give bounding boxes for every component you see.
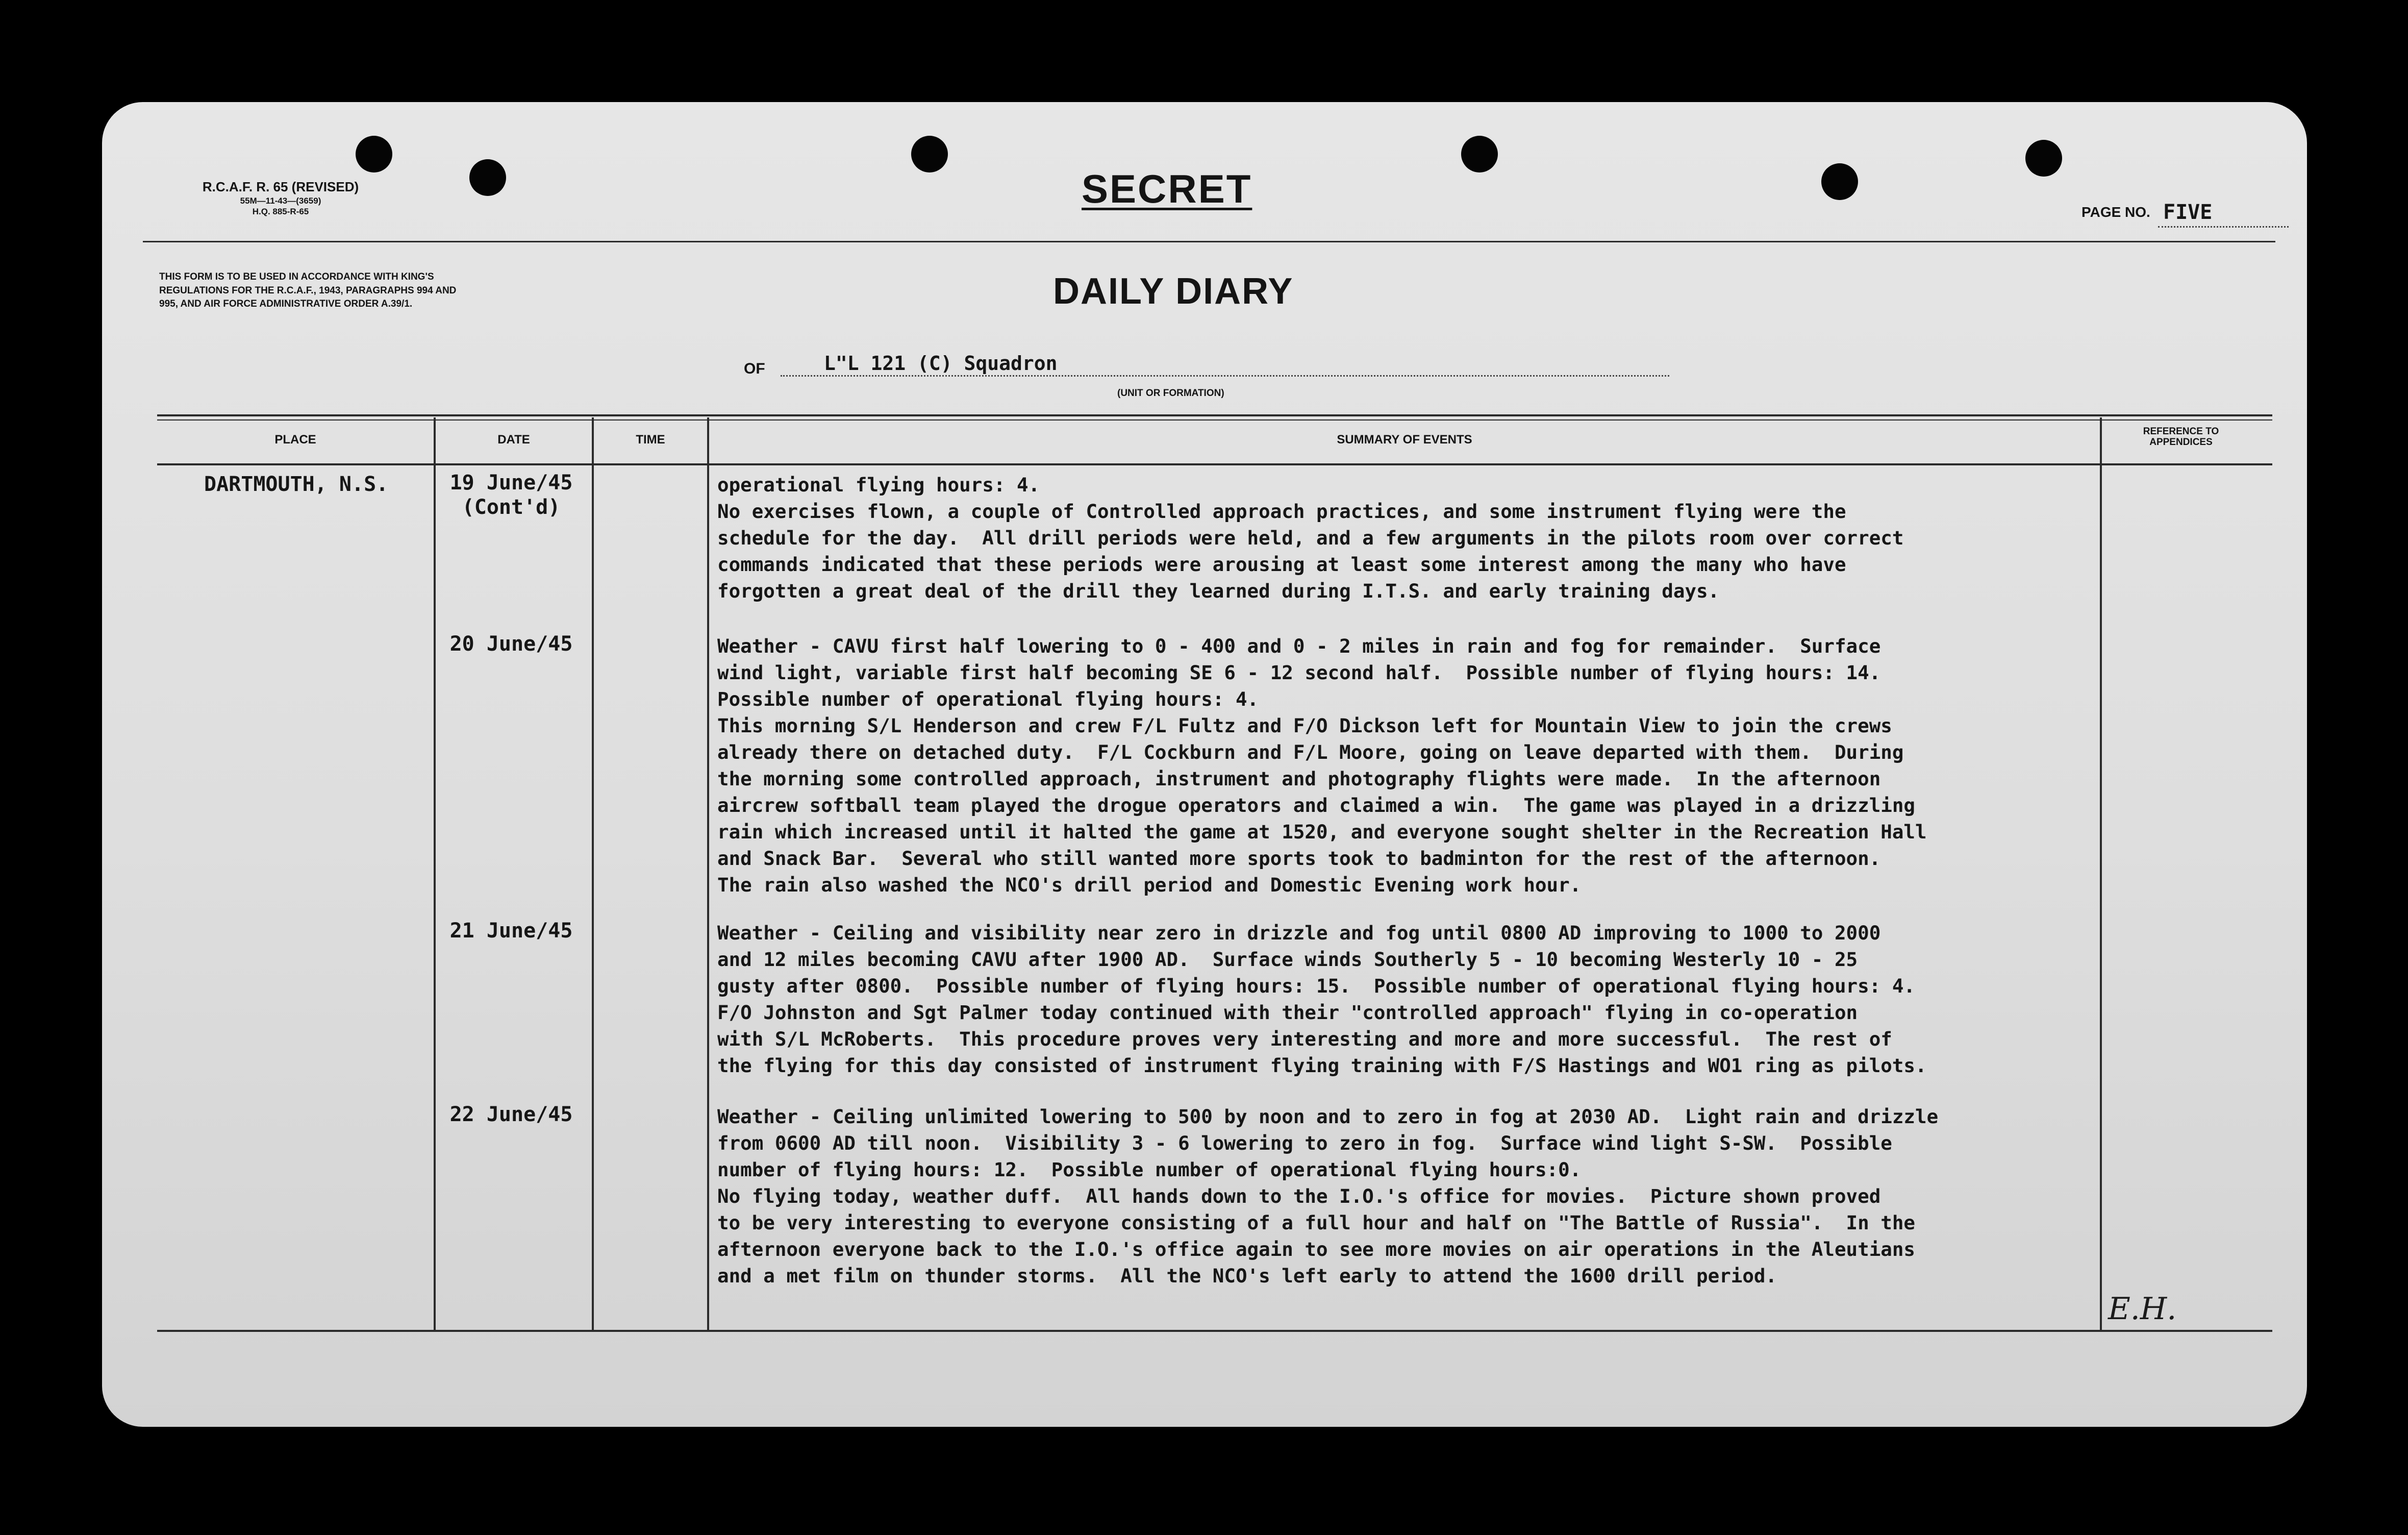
entry-summary: Weather - Ceiling and visibility near zero in drizzle and fog until 0800 AD improving to 1000 to 2000 and 12 miles becoming CAVU after 1900 AD. Surface winds Southerly 5 - 10 becoming Westerly 10 - 25 gusty after 0800. Possible number of flying hours: 15. Possible number of operational flying hours: 4. F/O Johnston and Sgt Palmer today continued with their "controlled approach" flying in co-operation with S/L McRoberts. This procedure proves very interesting and more and more successful. The rest of the flying for this day consisted of instrument flying training with F/S Hastings and WO1 ring as pilots. xyxy=(717,922,1927,1077)
punch-hole xyxy=(1821,163,1858,200)
column-divider xyxy=(2100,417,2102,1331)
table-header-rule xyxy=(157,463,2272,465)
table-bottom-rule xyxy=(157,1330,2272,1332)
diary-sheet xyxy=(102,102,2307,1427)
form-hq-code: H.Q. 885-R-65 xyxy=(252,206,309,216)
column-header-reference: REFERENCE TO APPENDICES xyxy=(2143,426,2219,448)
entry-date: 22 June/45 xyxy=(449,1103,573,1126)
unit-caption: (UNIT OR FORMATION) xyxy=(1117,388,1224,399)
place-value: DARTMOUTH, N.S. xyxy=(204,473,389,496)
column-header-summary: SUMMARY OF EVENTS xyxy=(1337,433,1472,447)
page-number-underline xyxy=(2158,226,2289,228)
unit-of-label: OF xyxy=(744,360,765,377)
punch-hole xyxy=(1461,136,1498,172)
page-number-label: PAGE NO. xyxy=(2081,204,2150,220)
entry-date: 21 June/45 xyxy=(449,919,573,943)
classification-heading: SECRET xyxy=(1082,166,1252,211)
form-reference xyxy=(153,179,408,217)
punch-hole xyxy=(469,159,506,196)
column-header-date: DATE xyxy=(497,433,530,447)
form-number: R.C.A.F. R. 65 (REVISED) xyxy=(202,179,359,194)
table-top-rule-inner xyxy=(157,419,2272,420)
entry-summary: Weather - CAVU first half lowering to 0 - 400 and 0 - 2 miles in rain and fog for remainder. Surface wind light, variable first half becoming SE 6 - 12 second half. Possible number of flying hours: 14. Possible number of operational flying hours: 4. This morning S/L Henderson and crew F/L Fultz and F/O Dickson left for Mountain View to join the crews already there on detached duty. F/L Cockburn and F/L Moore, going on leave departed with them. During the morning some controlled approach, instrument and photography flights were made. In the afternoon aircrew softball team played the drogue operators and claimed a win. The game was played in a drizzling rain which increased until it halted the game at 1520, and everyone sought shelter in the Recreation Hall and Snack Bar. Several who still wanted more sports took to badminton for the rest of the afternoon. The rain also washed the NCO's drill period and Domestic Evening work hour. xyxy=(717,635,1927,896)
table-top-rule xyxy=(157,414,2272,416)
page-number-value: FIVE xyxy=(2163,201,2213,224)
unit-value: L"L 121 (C) Squadron xyxy=(824,352,1058,375)
header-rule xyxy=(143,241,2275,242)
column-header-place: PLACE xyxy=(274,433,316,447)
punch-hole xyxy=(911,136,948,172)
column-divider xyxy=(434,417,436,1331)
column-divider xyxy=(707,417,709,1331)
entry-summary: Weather - Ceiling unlimited lowering to 500 by noon and to zero in fog at 2030 AD. Light rain and drizzle from 0600 AD till noon. Visibility 3 - 6 lowering to zero in fog. Surface wind light S-SW. Possible number of flying hours: 12. Possible number of operational flying hours:0. No flying today, weather duff. All hands down to the I.O.'s office for movies. Picture shown proved to be very interesting to everyone consisting of a full hour and half on "The Battle of Russia". In the afternoon everyone back to the I.O.'s office again to see more movies on air operations in the Aleutians and a met film on thunder storms. All the NCO's left early to attend the 1600 drill period. xyxy=(717,1105,1939,1287)
entry-date: 19 June/45 (Cont'd) xyxy=(449,471,573,519)
entry-summary: operational flying hours: 4. No exercises flown, a couple of Controlled approach practices, and some instrument flying were the schedule for the day. All drill periods were held, and a few arguments in the pilots room over correct commands indicated that these periods were arousing at least some interest among the many who have forgotten a great deal of the drill they learned during I.T.S. and early training days. xyxy=(717,474,1904,602)
punch-hole xyxy=(2025,140,2062,177)
column-header-time: TIME xyxy=(636,433,665,447)
form-print-code: 55M—11-43—(3659) xyxy=(240,195,321,206)
unit-underline xyxy=(781,375,1669,377)
page-title: DAILY DIARY xyxy=(1053,271,1294,312)
column-divider xyxy=(592,417,594,1331)
punch-hole xyxy=(356,136,392,172)
regulation-note: THIS FORM IS TO BE USED IN ACCORDANCE WITH KING'S REGULATIONS FOR THE R.C.A.F., 1943, PARAGRAPHS 994 AND 995, AND AIR FORCE ADMINISTRATIVE ORDER A.39/1. xyxy=(159,271,457,310)
handwritten-initials: E.H. xyxy=(2108,1291,2177,1327)
entry-date: 20 June/45 xyxy=(449,632,573,656)
